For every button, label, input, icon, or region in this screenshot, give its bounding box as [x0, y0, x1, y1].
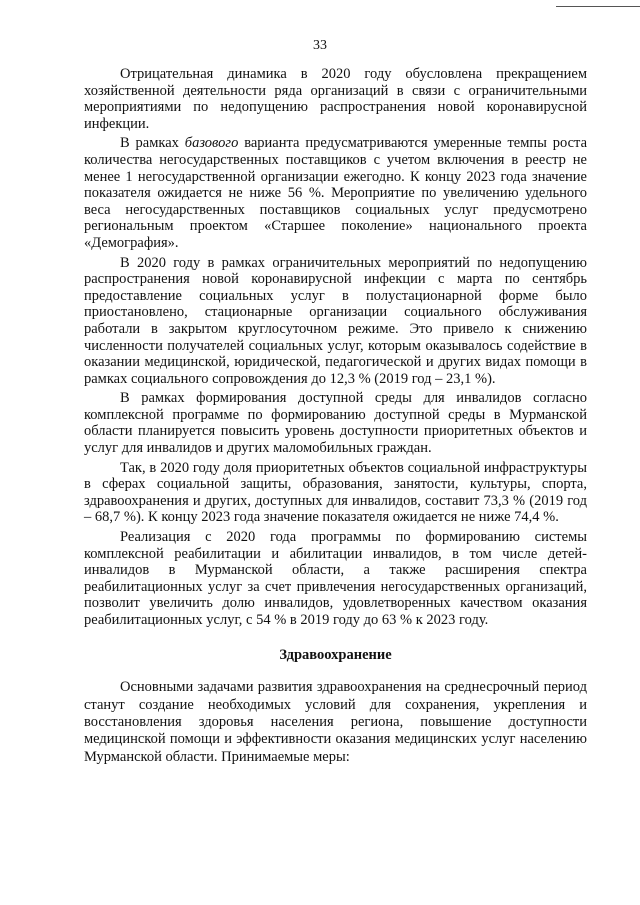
page-number: 33 [313, 38, 327, 53]
section-heading-healthcare: Здравоохранение [279, 646, 392, 663]
top-edge-rule [556, 6, 640, 7]
paragraph-rehabilitation-program: Реализация с 2020 года программы по формированию системы комплексной реабилитации и абилитации инвалидов, в том числе детей-инвалидов в Мурманской области, а также расширения спектра реабилитационных услуг за счет привлечения негосударственных организаций, позволит увеличить долю инвалидов, удовлетворенных качеством оказания реабилитационных услуг, с 54 % в 2019 году до 63 % к 2023 году. [84, 529, 587, 628]
paragraph-healthcare-goals: Основными задачами развития здравоохранения на среднесрочный период станут создание необходимых условий для сохранения, укрепления и восстановления здоровья населения региона, повышение доступности медицинской помощи и эффективности оказания медицинских услуг населению Мурманской области. Принимаемые меры: [84, 679, 587, 765]
document-body [84, 66, 587, 769]
paragraph-base-scenario-rest: варианта предусматриваются умеренные темпы роста количества негосударственных поставщиков с учетом включения в реестр не менее 1 негосударственной организации ежегодно. К концу 2023 года значение показателя ожидается не ниже 56 %. Мероприятие по увеличению удельного веса негосударственных поставщиков социальных услуг предусмотрено региональным проектом «Старшее поколение» национального проекта «Демография». [84, 135, 588, 251]
paragraph-base-scenario-lead: В рамках [120, 135, 185, 152]
paragraph-restrictions-2020: В 2020 году в рамках ограничительных мероприятий по недопущению распространения новой коронавирусной инфекции с марта по сентябрь предоставление социальных услуг в полустационарной форме было приостановлено, стационарные организации социального обслуживания работали в закрытом круглосуточном режиме. Это привело к снижению численности получателей социальных услуг, которым оказывалось содействие в оказании медицинской, юридической, педагогической и других видах помощи в рамках социального сопровождения до 12,3 % (2019 год – 23,1 %). [84, 254, 587, 387]
paragraph-negative-dynamics: Отрицательная динамика в 2020 году обусловлена прекращением хозяйственной деятельности ряда организаций в связи с ограничительными мероприятиями по недопущению распространения новой коронавирусной инфекции. [84, 66, 587, 132]
paragraph-priority-objects: Так, в 2020 году доля приоритетных объектов социальной инфраструктуры в сферах социальной защиты, образования, занятости, культуры, спорта, здравоохранения и других, доступных для инвалидов, составит 73,3 % (2019 год – 68,7 %). К концу 2023 года значение показателя ожидается не ниже 74,4 %. [84, 459, 587, 526]
paragraph-base-scenario [84, 135, 587, 251]
paragraph-accessible-environment: В рамках формирования доступной среды для инвалидов согласно комплексной программе по формированию доступной среды в Мурманской области планируется повысить уровень доступности приоритетных объектов и услуг для инвалидов и других маломобильных граждан. [84, 390, 587, 457]
emphasis-base-word: базового [184, 135, 239, 152]
